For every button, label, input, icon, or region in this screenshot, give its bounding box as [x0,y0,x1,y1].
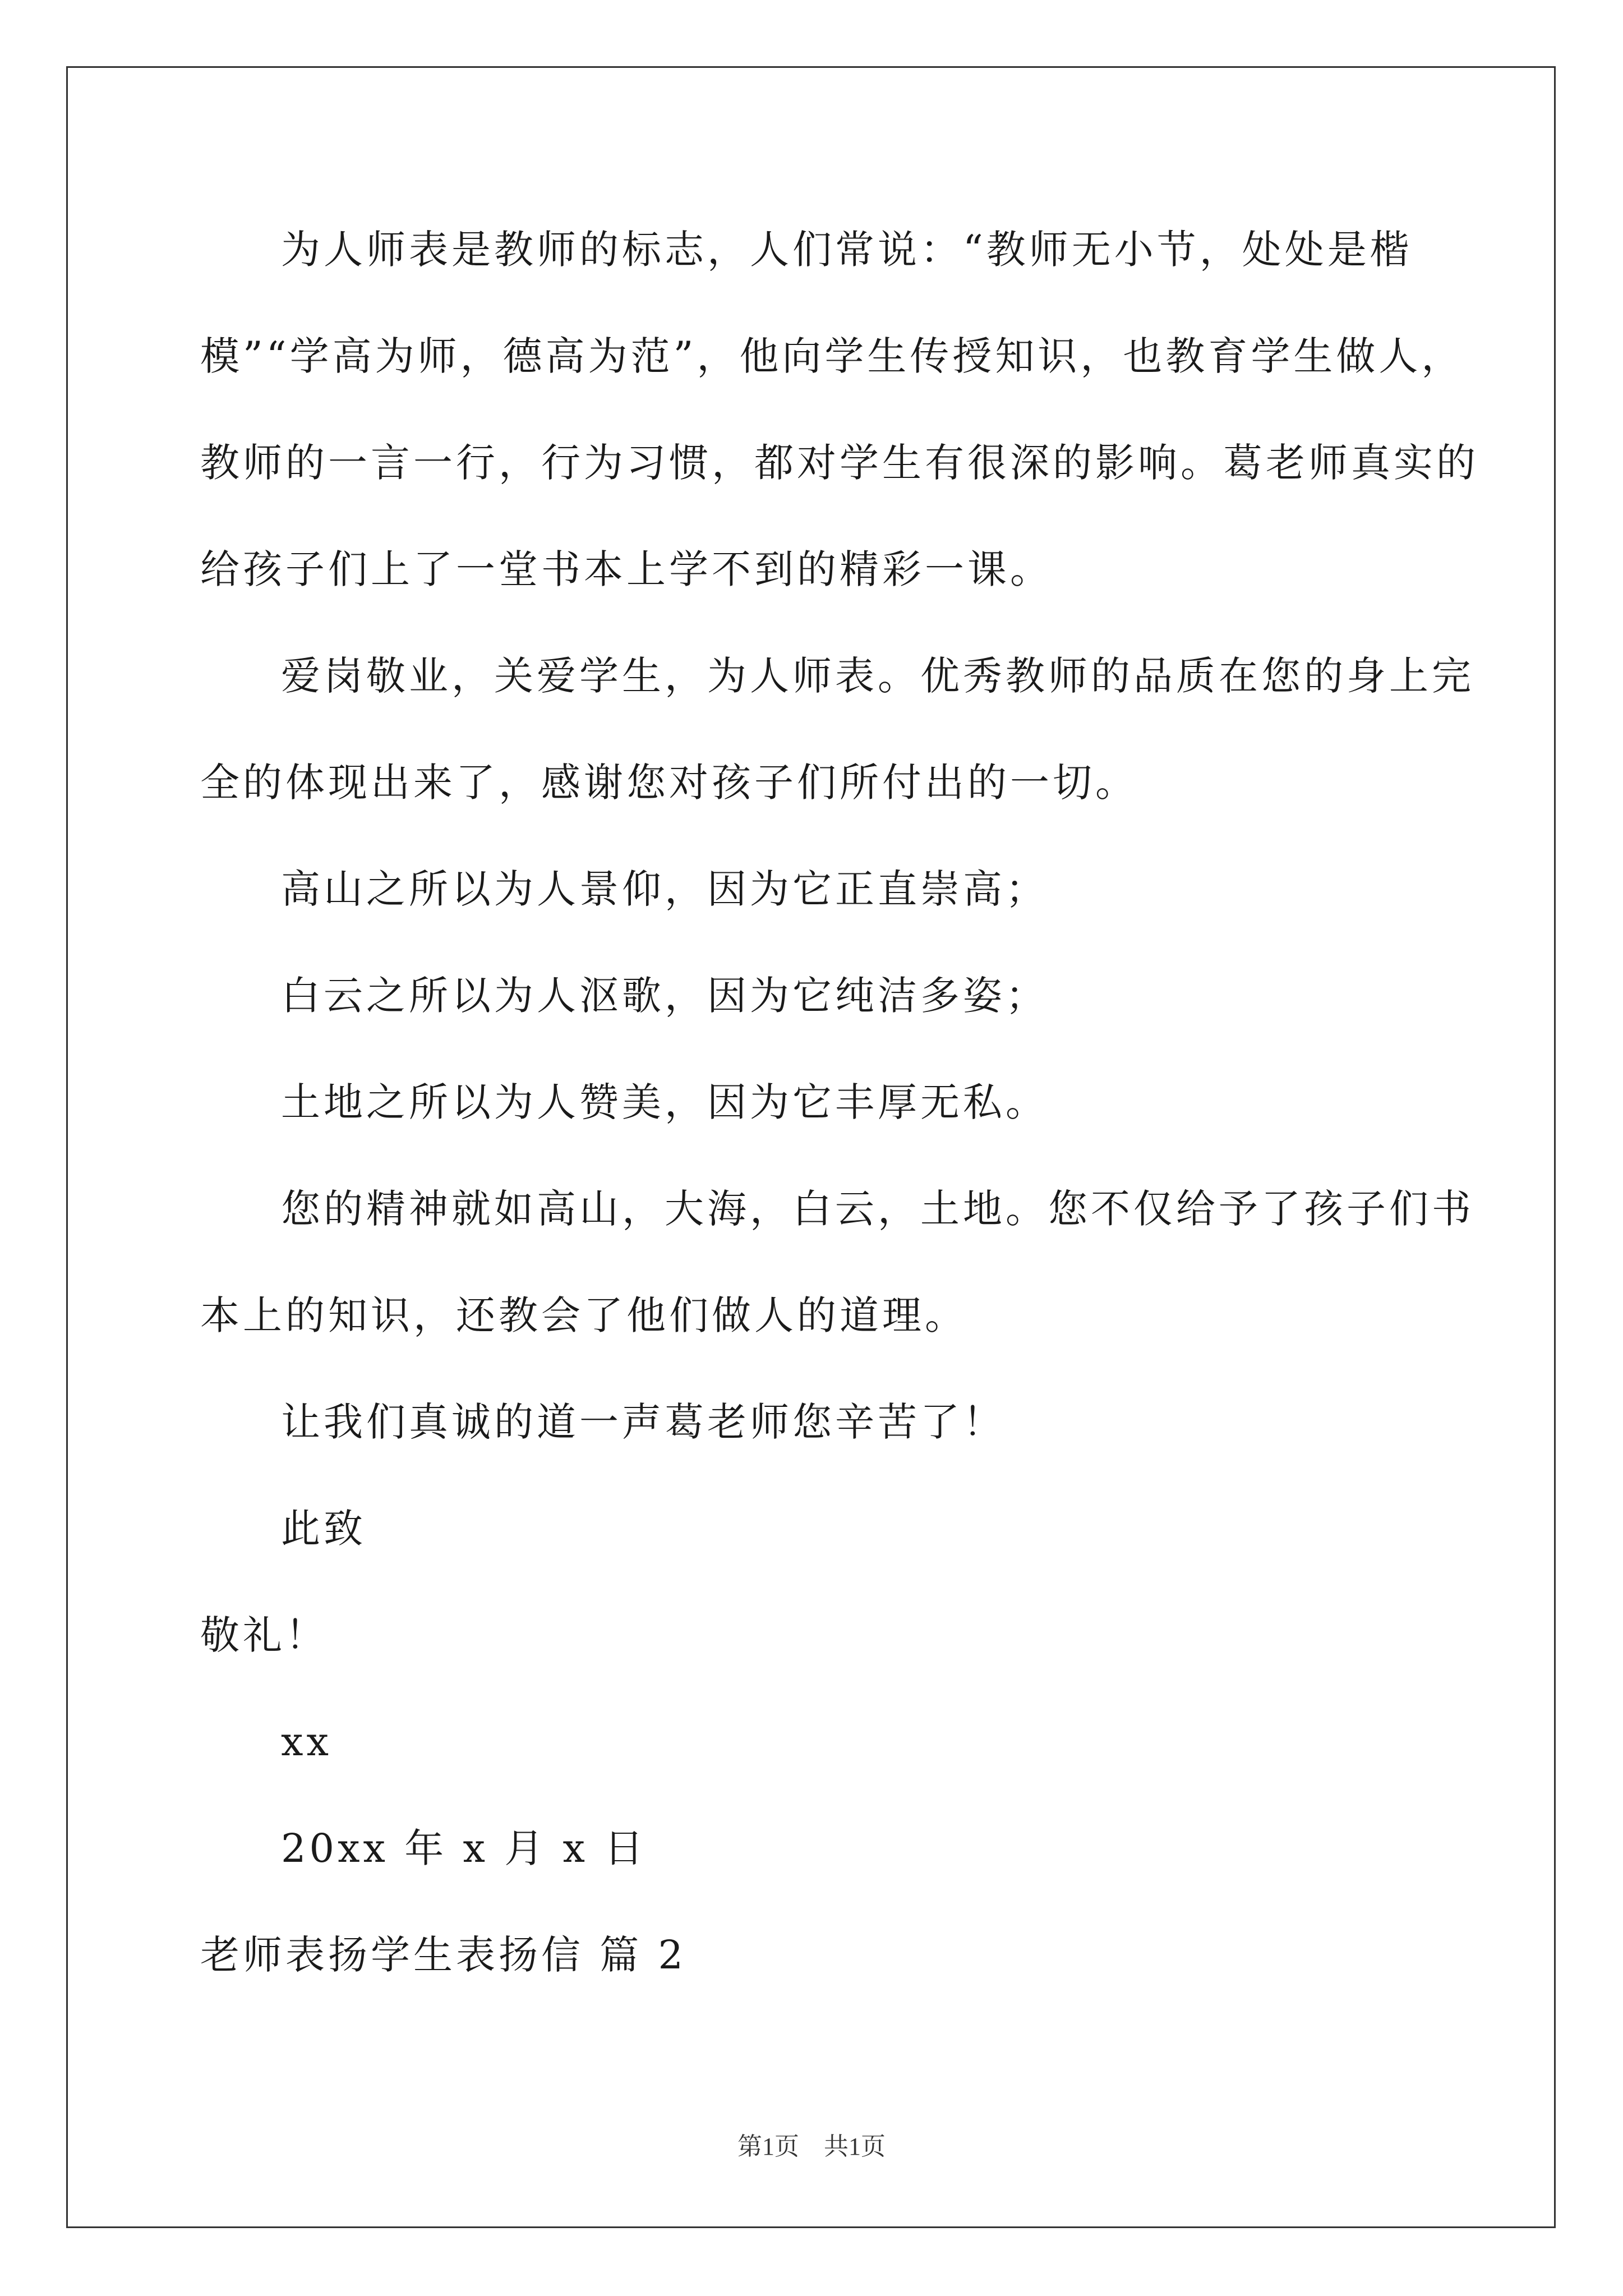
page-border [66,66,1556,2228]
paragraph-line: 教师的一言一行，行为习惯，都对学生有很深的影响。葛老师真实的 [200,440,1479,486]
paragraph-line: 给孩子们上了一堂书本上学不到的精彩一课。 [200,546,1053,592]
page-number: 第1页 [737,2133,799,2160]
paragraph-line: 本上的知识，还教会了他们做人的道理。 [200,1292,967,1338]
page-footer [0,2126,1623,2162]
paragraph-line: 为人师表是教师的标志，人们常说：“教师无小节，处处是楷 [281,227,1413,273]
paragraph-line: 模”“学高为师，德高为范”，他向学生传授知识，也教育学生做人， [200,333,1464,379]
paragraph-line: 高山之所以为人景仰，因为它正直崇高； [281,866,1048,912]
paragraph-line: 爱岗敬业，关爱学生，为人师表。优秀教师的品质在您的身上完 [281,653,1474,699]
closing-respect: 敬礼！ [200,1612,328,1658]
signature-name: xx [281,1719,332,1765]
page-total: 共1页 [824,2133,886,2160]
closing-salutation: 此致 [281,1506,366,1552]
paragraph-line: 您的精神就如高山，大海，白云，土地。您不仅给予了孩子们书 [281,1186,1474,1232]
paragraph-line: 让我们真诚的道一声葛老师您辛苦了！ [281,1399,1006,1445]
paragraph-line: 白云之所以为人沤歌，因为它纯洁多姿； [281,973,1048,1019]
section-heading: 老师表扬学生表扬信 篇 2 [200,1932,687,1978]
paragraph-line: 全的体现出来了，感谢您对孩子们所付出的一切。 [200,760,1138,806]
signature-date: 20xx 年 x 月 x 日 [281,1825,647,1871]
paragraph-line: 土地之所以为人赞美，因为它丰厚无私。 [281,1079,1048,1125]
